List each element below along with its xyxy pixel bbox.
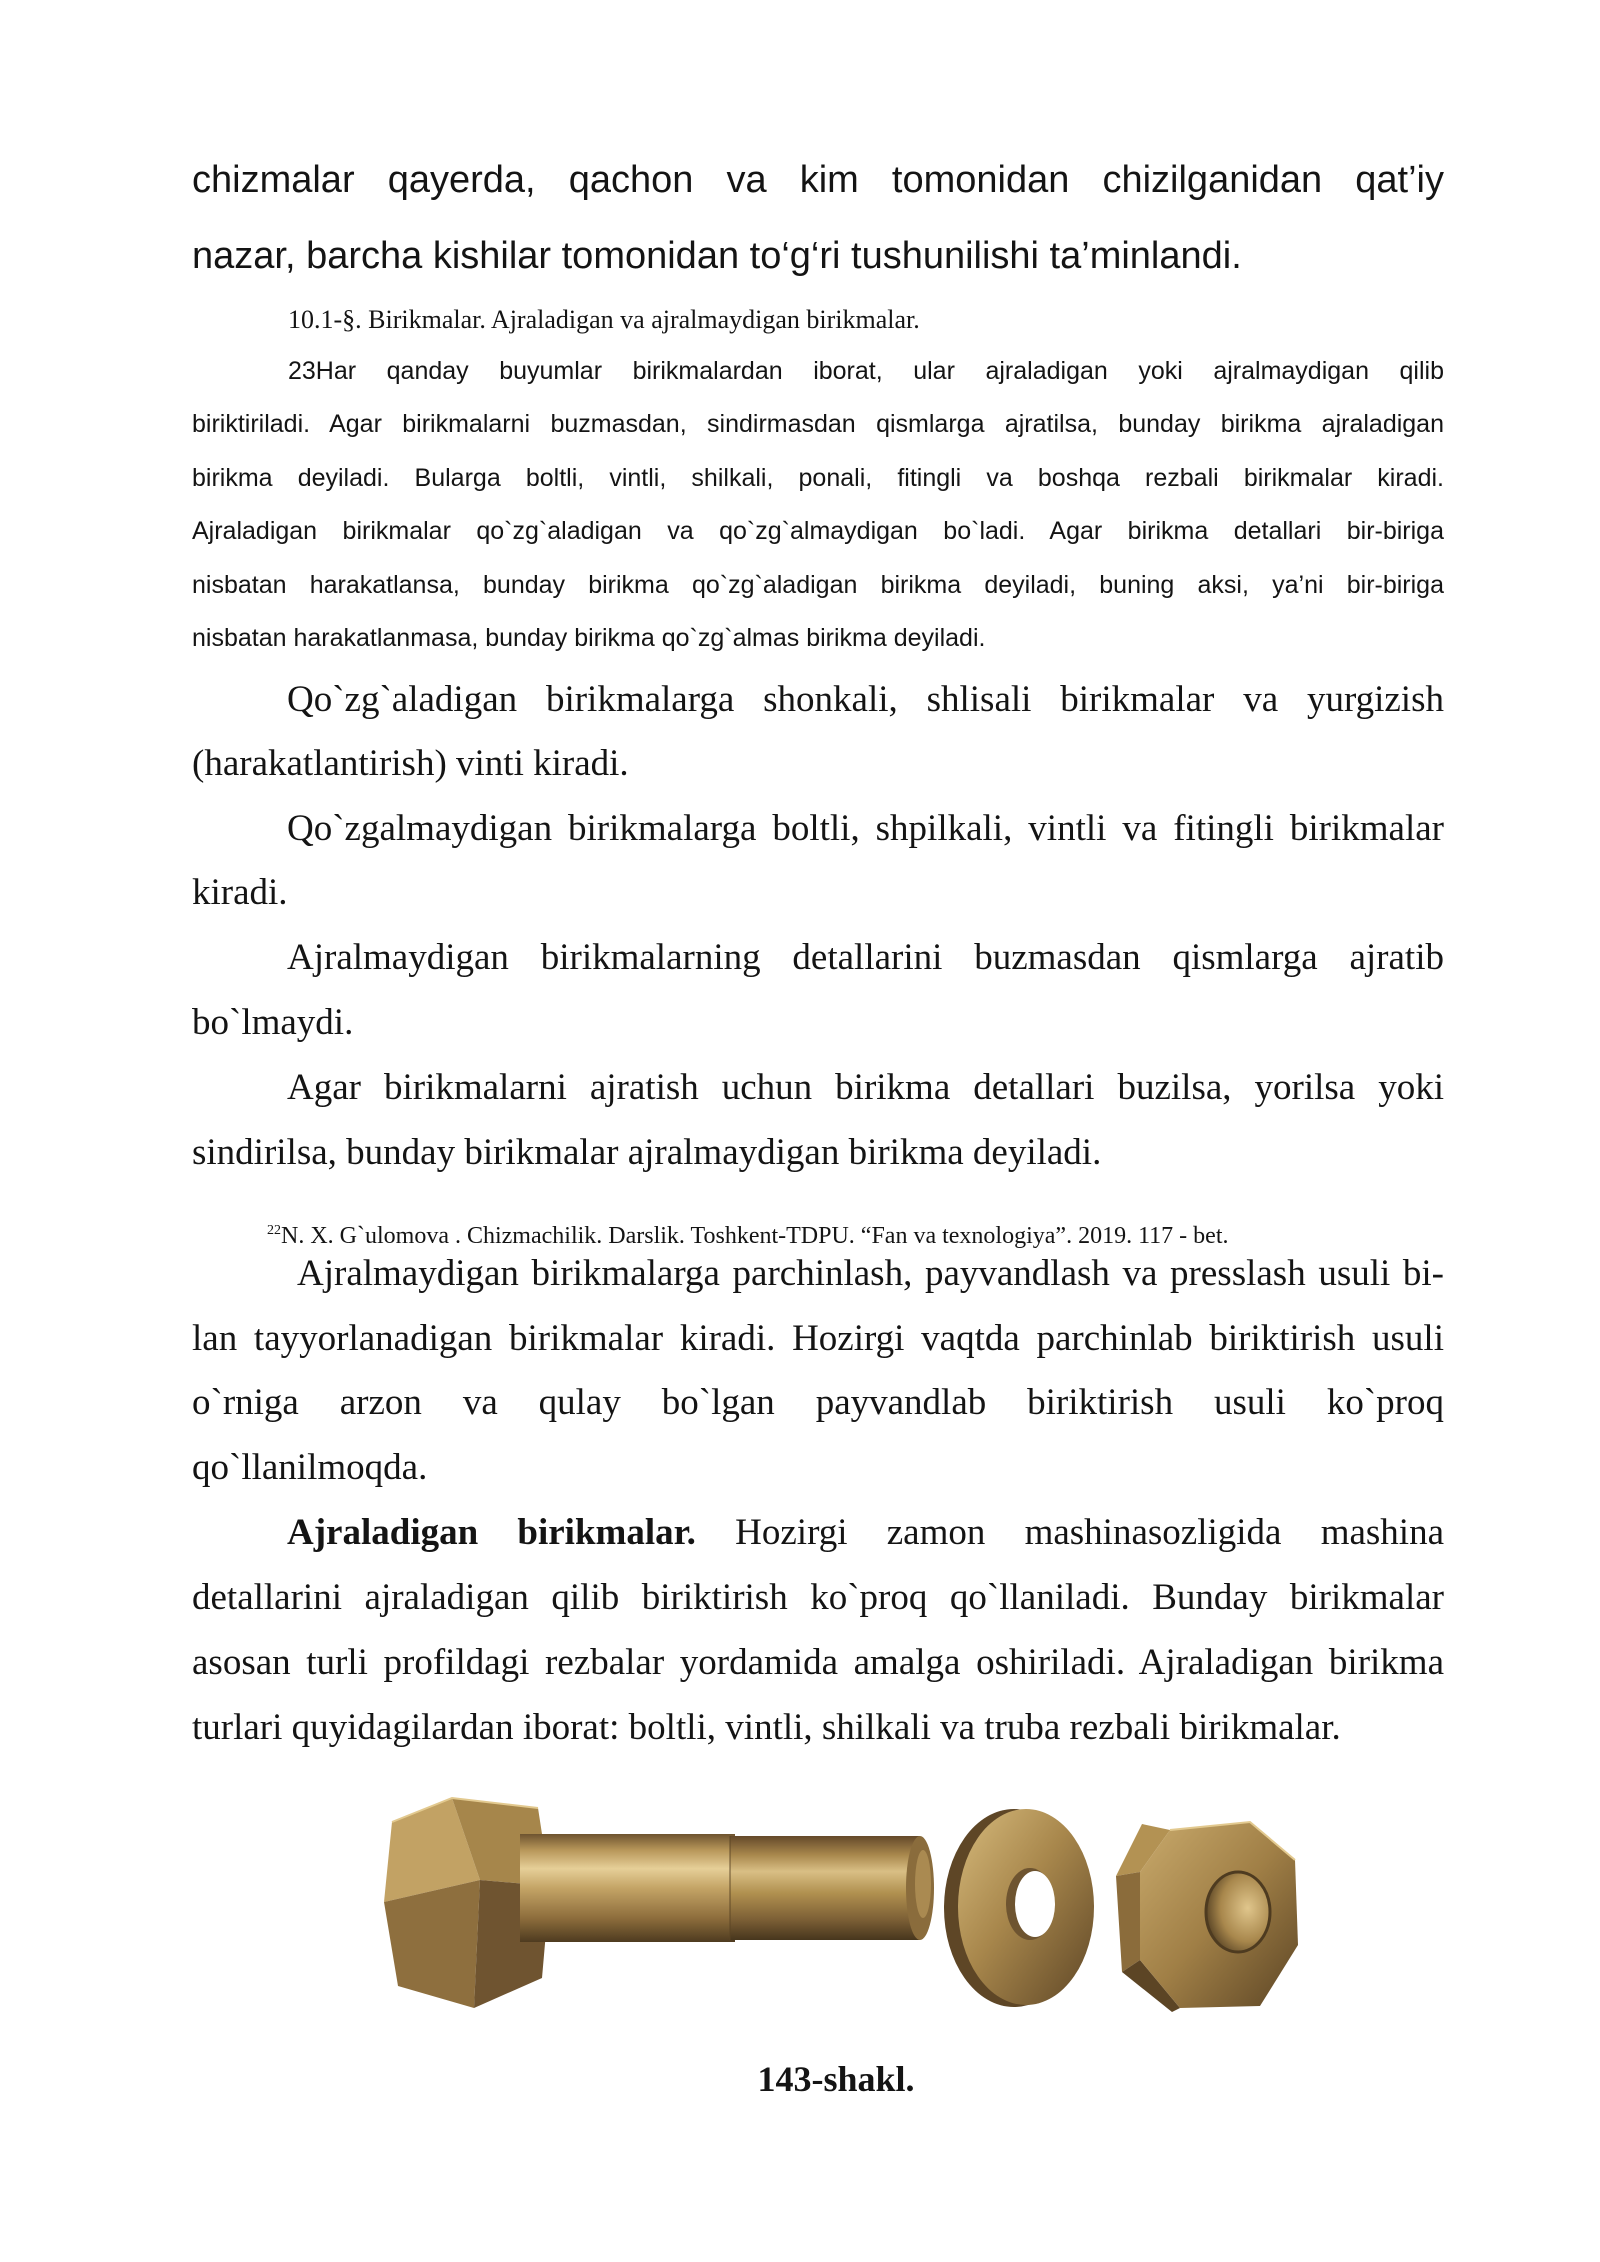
footnote-marker: 22 — [267, 1223, 281, 1238]
paragraph-line: Qo`zg`aladigan birikmalarga shonkali, shlisali birikmalar va yurgizish — [287, 679, 1444, 720]
paragraph-line: bo`lmaydi. — [192, 1002, 354, 1043]
bold-term: Ajraladigan birikmalar. — [287, 1512, 696, 1553]
paragraph-line: birikma deyiladi. Bularga boltli, vintli, shilkali, ponali, fitingli va boshqa rezbali birikmalar kiradi. — [192, 464, 1444, 492]
bolt-washer-nut-figure — [380, 1780, 1320, 2020]
paragraph-line: kiradi. — [192, 872, 288, 913]
paragraph-line: 23Har qanday buyumlar birikmalardan iborat, ular ajraladigan yoki ajralmaydigan qilib — [288, 357, 1444, 385]
paragraph-line: (harakatlantirish) vinti kiradi. — [192, 743, 629, 784]
bolt-washer-nut-illustration — [380, 1780, 1320, 2020]
washer — [944, 1809, 1094, 2007]
paragraph-line: Ajralmaydigan birikmalarning detallarini buzmasdan qismlarga ajratib — [287, 937, 1444, 978]
paragraph-line: o`rniga arzon va qulay bo`lgan payvandlab biriktirish usuli ko`proq — [192, 1382, 1444, 1423]
paragraph-line — [287, 1508, 1444, 1558]
paragraph-text: Hozirgi zamon mashinasozligida mashina — [735, 1512, 1444, 1553]
paragraph-line: Ajraladigan birikmalar qo`zg`aladigan va qo`zg`almaydigan bo`ladi. Agar birikma detallari bir-biriga — [192, 517, 1444, 545]
footnote-text: N. X. G`ulomova . Chizmachilik. Darslik. Toshkent-TDPU. “Fan va texnologiya”. 2019. 117 - bet. — [281, 1223, 1229, 1249]
paragraph-line: Qo`zgalmaydigan birikmalarga boltli, shpilkali, vintli va fitingli birikmalar — [287, 808, 1444, 849]
paragraph-line: Agar birikmalarni ajratish uchun birikma detallari buzilsa, yorilsa yoki — [287, 1067, 1444, 1108]
nut — [1116, 1822, 1298, 2012]
intro-line: chizmalar qayerda, qachon va kim tomonidan chizilganidan qat’iy — [192, 159, 1444, 201]
paragraph-line: lan tayyorlanadigan birikmalar kiradi. Hozirgi vaqtda parchinlab biriktirish usuli — [192, 1318, 1444, 1359]
bolt — [384, 1798, 934, 2008]
paragraph-line: nisbatan harakatlanmasa, bunday birikma qo`zg`almas birikma deyiladi. — [192, 624, 986, 652]
footnote — [267, 1219, 1444, 1253]
paragraph-line: asosan turli profildagi rezbalar yordamida amalga oshiriladi. Ajraladigan birikma — [192, 1642, 1444, 1683]
paragraph-line: biriktiriladi. Agar birikmalarni buzmasdan, sindirmasdan qismlarga ajratilsa, bunday birikma ajraladigan — [192, 410, 1444, 438]
paragraph-line: turlari quyidagilardan iborat: boltli, vintli, shilkali va truba rezbali birikmalar. — [192, 1707, 1341, 1748]
paragraph-line: nisbatan harakatlansa, bunday birikma qo`zg`aladigan birikma deyiladi, buning aksi, ya’ni bir-biriga — [192, 571, 1444, 599]
paragraph-line: Ajralmaydigan birikmalarga parchinlash, payvandlash va presslash usuli bi- — [297, 1253, 1444, 1294]
figure-caption: 143-shakl. — [757, 2059, 915, 2099]
paragraph-line: qo`llanilmoqda. — [192, 1447, 428, 1488]
intro-line: nazar, barcha kishilar tomonidan to‘g‘ri tushunilishi ta’minlandi. — [192, 235, 1242, 277]
bolt-shank — [520, 1834, 934, 1942]
section-heading: 10.1-§. Birikmalar. Ajraladigan va ajralmaydigan birikmalar. — [288, 305, 920, 334]
paragraph-line: detallarini ajraladigan qilib biriktirish ko`proq qo`llaniladi. Bunday birikmalar — [192, 1577, 1444, 1618]
paragraph-line: sindirilsa, bunday birikmalar ajralmaydigan birikma deyiladi. — [192, 1132, 1102, 1173]
